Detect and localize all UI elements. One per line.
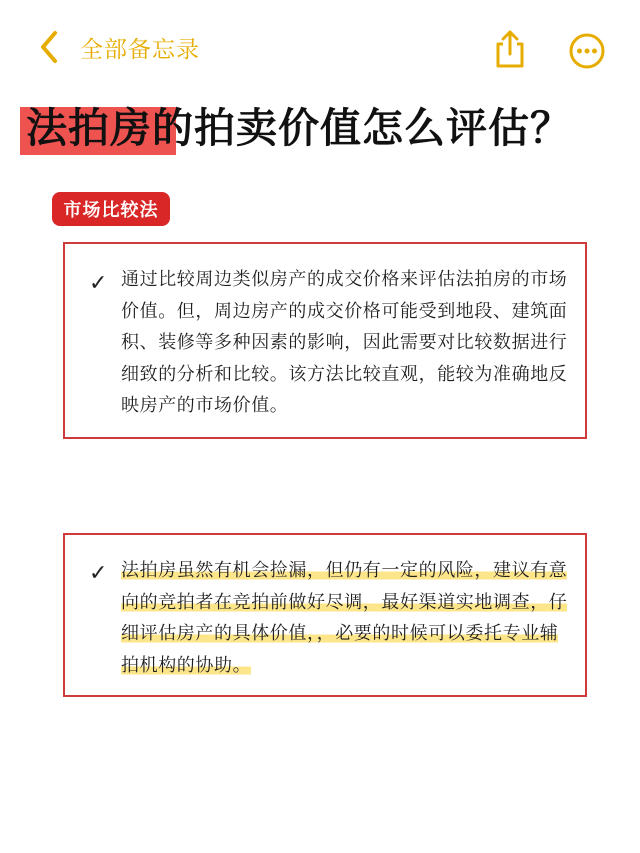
section-tag: 市场比较法 <box>52 192 170 226</box>
info-card-advice <box>63 533 587 697</box>
more-button[interactable] <box>568 32 606 74</box>
card-text <box>121 555 573 681</box>
chevron-left-icon <box>40 30 58 64</box>
more-icon <box>568 32 606 70</box>
highlighted-text: 法拍房虽然有机会捡漏，但仍有一定的风险，建议有意向的竞拍者在竞拍前做好尽调，最好渠道实地调查，仔细评估房产的具体价值，，必要的时候可以委托专业辅拍机构的协助。 <box>121 560 568 676</box>
card-text: 通过比较周边类似房产的成交价格来评估法拍房的市场价值。但，周边房产的成交价格可能受到地段、建筑面积、装修等多种因素的影响，因此需要对比较数据进行细致的分析和比较。该方法比较直观，能较为准确地反映房产的市场价值。 <box>121 269 568 416</box>
check-icon: ✓ <box>89 271 108 296</box>
check-icon: ✓ <box>89 561 108 586</box>
share-icon <box>490 28 530 70</box>
navigation-bar <box>0 0 640 100</box>
back-button[interactable] <box>40 30 200 64</box>
share-button[interactable] <box>490 28 530 74</box>
info-card-market-comparison <box>63 242 587 439</box>
back-label: 全部备忘录 <box>80 36 200 63</box>
page-title: 法拍房的拍卖价值怎么评估？ <box>26 104 572 152</box>
